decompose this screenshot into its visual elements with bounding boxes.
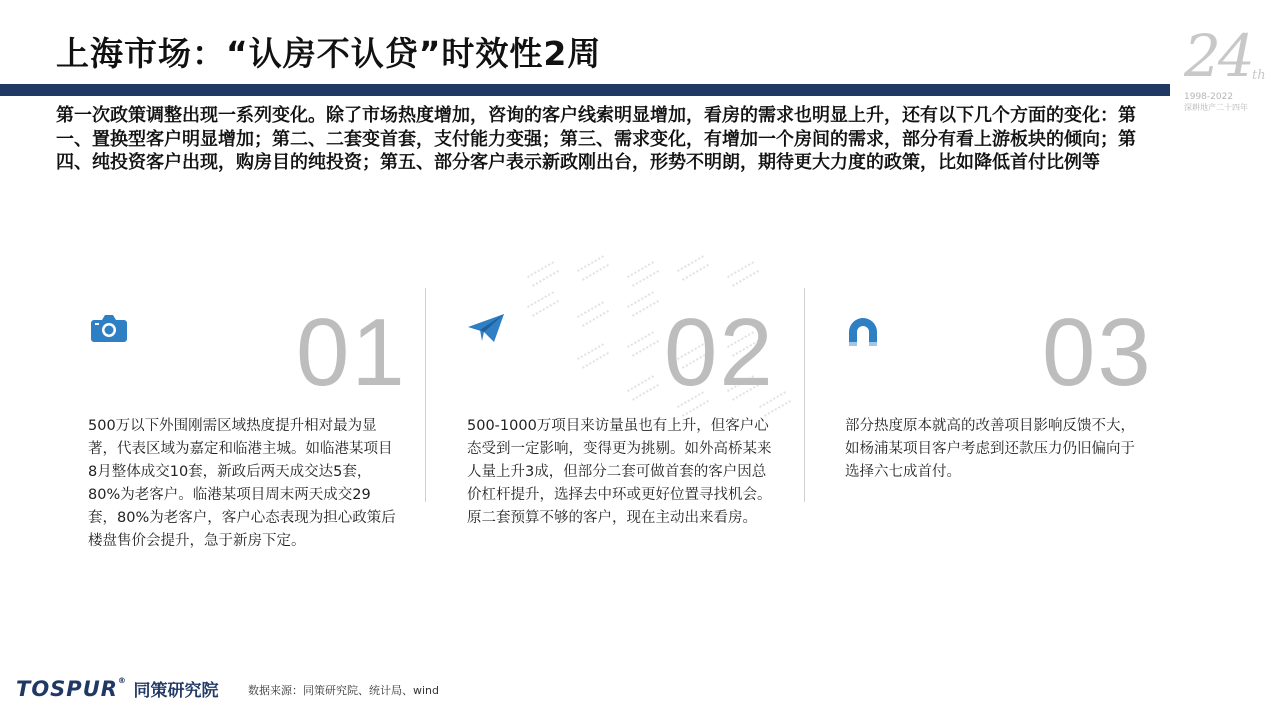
anniversary-number: 24: [1184, 22, 1252, 90]
item-number: 02: [664, 299, 775, 406]
anniversary-slogan: 深耕地产二十四年: [1184, 103, 1248, 112]
page-title: 上海市场：“认房不认贷”时效性2周: [56, 34, 602, 73]
item-description: 500-1000万项目来访量虽也有上升，但客户心态受到一定影响，变得更为挑剔。如外高桥某来人量上升3成，但部分二套可做首套的客户因总价杠杆提升，选择去中环或更好位置寻找机会。原二套预算不够的客户，现在主动出来看房。: [467, 418, 772, 526]
item-description: 部分热度原本就高的改善项目影响反馈不大，如杨浦某项目客户考虑到还款压力仍旧偏向于选择六七成首付。: [845, 418, 1135, 480]
intro-paragraph: 第一次政策调整出现一系列变化。除了市场热度增加，咨询的客户线索明显增加，看房的需求也明显上升，还有以下几个方面的变化：第一、置换型客户明显增加；第二、二套变首套，支付能力变强；第三、需求变化，有增加一个房间的需求，部分有看上游板块的倾向；第四、纯投资客户出现，购房目的纯投资；第五、部分客户表示新政刚出台，形势不明朗，期待更大力度的政策，比如降低首付比例等: [56, 105, 1136, 173]
logo-chinese-name: 同策研究院: [133, 681, 219, 701]
company-logo: [16, 676, 219, 704]
column-divider: [804, 288, 805, 502]
anniversary-years: 1998-2022: [1184, 92, 1234, 102]
magnet-icon: [846, 316, 880, 354]
anniversary-logo: [1182, 18, 1274, 110]
item-description: 500万以下外围刚需区域热度提升相对最为显著，代表区域为嘉定和临港主城。如临港某项目8月整体成交10套，新政后两天成交达5套，80%为老客户。临港某项目周末两天成交29套，80%为老客户，客户心态表现为担心政策后楼盘售价会提升，急于新房下定。: [88, 418, 396, 549]
header-bar: [0, 84, 1170, 96]
logo-brand: TOSPUR: [16, 677, 118, 701]
column-divider: [425, 288, 426, 502]
anniversary-suffix: th: [1252, 68, 1266, 83]
data-source: 数据来源：同策研究院、统计局、wind: [248, 684, 440, 697]
logo-registered-mark: ®: [117, 676, 126, 685]
item-number: 01: [296, 299, 407, 406]
paper-plane-icon: [466, 312, 506, 348]
camera-icon: [90, 313, 128, 347]
item-number: 03: [1042, 299, 1153, 406]
